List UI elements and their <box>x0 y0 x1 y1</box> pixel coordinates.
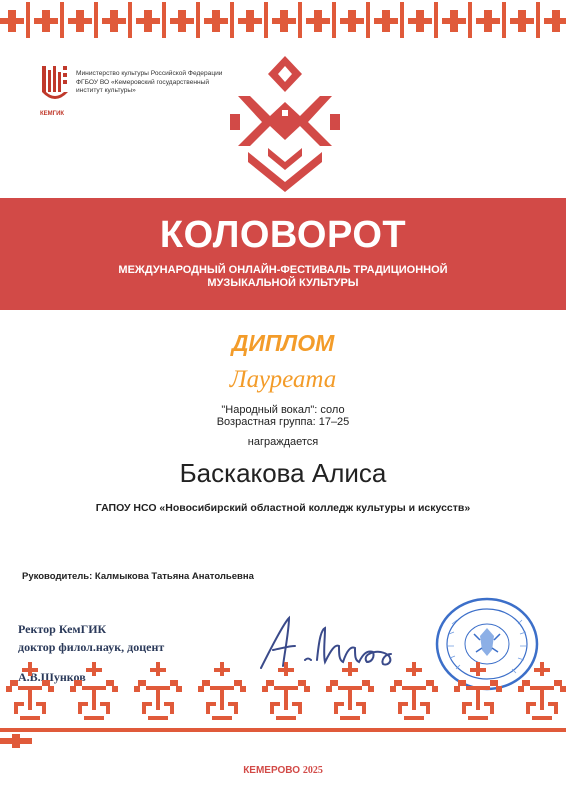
top-ornament-cell <box>510 10 534 32</box>
diploma-degree: Лауреата <box>229 366 337 393</box>
top-ornament-cell <box>306 10 330 32</box>
logo-caption: КЕМГИК <box>40 111 65 117</box>
subtitle-line-1: МЕЖДУНАРОДНЫЙ ОНЛАЙН-ФЕСТИВАЛЬ ТРАДИЦИОННОЙ <box>118 264 448 276</box>
top-ornament-bar <box>162 2 166 38</box>
rector-title: Ректор КемГИК <box>18 622 107 636</box>
footer <box>0 765 566 776</box>
top-ornament-bar <box>502 2 506 38</box>
rector-degree: доктор филол.наук, доцент <box>18 640 165 654</box>
top-ornament-cell <box>374 10 398 32</box>
bottom-ornament <box>0 662 566 760</box>
top-ornament-cell <box>340 10 364 32</box>
top-ornament-bar <box>264 2 268 38</box>
top-ornament-cell <box>102 10 126 32</box>
kemgik-logo-icon <box>40 64 70 108</box>
top-ornament-bar <box>298 2 302 38</box>
top-ornament-cell <box>408 10 432 32</box>
top-ornament-bar <box>60 2 64 38</box>
top-ornament-cell <box>442 10 466 32</box>
top-ornament-cell <box>204 10 228 32</box>
top-ornament-cell <box>136 10 160 32</box>
top-ornament-bar <box>332 2 336 38</box>
diploma-heading: ДИПЛОМ <box>231 330 335 356</box>
top-ornament-bar <box>366 2 370 38</box>
top-ornament-cell <box>544 10 566 32</box>
top-ornament-cell <box>238 10 262 32</box>
ministry-line-2: ФГБОУ ВО «Кемеровский государственный <box>76 78 210 86</box>
age-group: Возрастная группа: 17–25 <box>216 416 350 428</box>
footer-year: 2025 <box>302 765 323 776</box>
top-ornament-bar <box>400 2 404 38</box>
top-ornament-bar <box>434 2 438 38</box>
ministry-line-3: институт культуры» <box>76 87 136 95</box>
awarded-text: награждается <box>247 436 319 448</box>
top-ornament-cell <box>476 10 500 32</box>
top-ornament-bar <box>230 2 234 38</box>
top-ornament-bar <box>26 2 30 38</box>
ministry-line-1: Министерство культуры Российской Федерации <box>76 70 223 77</box>
top-ornament-cell <box>0 10 24 32</box>
top-ornament-bar <box>196 2 200 38</box>
ministry-text <box>76 70 251 96</box>
festival-subtitle <box>0 264 566 290</box>
supervisor: Руководитель: Калмыкова Татьяна Анатольевна <box>22 571 254 582</box>
top-ornament-bar <box>536 2 540 38</box>
rector-name: А.В.Шунков <box>18 670 86 684</box>
nomination: "Народный вокал": соло <box>221 404 345 416</box>
top-ornament-cell <box>68 10 92 32</box>
festival-emblem-icon <box>230 54 340 194</box>
top-ornament-cell <box>170 10 194 32</box>
top-ornament-bar <box>468 2 472 38</box>
top-ornament-cell <box>34 10 58 32</box>
top-ornament-bar <box>128 2 132 38</box>
organization: ГАПОУ НСО «Новосибирский областной колледж культуры и искусств» <box>95 502 471 514</box>
top-ornament-cell <box>272 10 296 32</box>
top-ornament <box>0 0 566 42</box>
festival-title: КОЛОВОРОТ <box>159 214 407 256</box>
subtitle-line-2: МУЗЫКАЛЬНОЙ КУЛЬТУРЫ <box>207 277 359 289</box>
footer-city: КЕМЕРОВО <box>243 765 301 776</box>
nomination-block <box>0 404 566 428</box>
top-ornament-bar <box>94 2 98 38</box>
recipient-name: Баскакова Алиса <box>179 458 387 488</box>
